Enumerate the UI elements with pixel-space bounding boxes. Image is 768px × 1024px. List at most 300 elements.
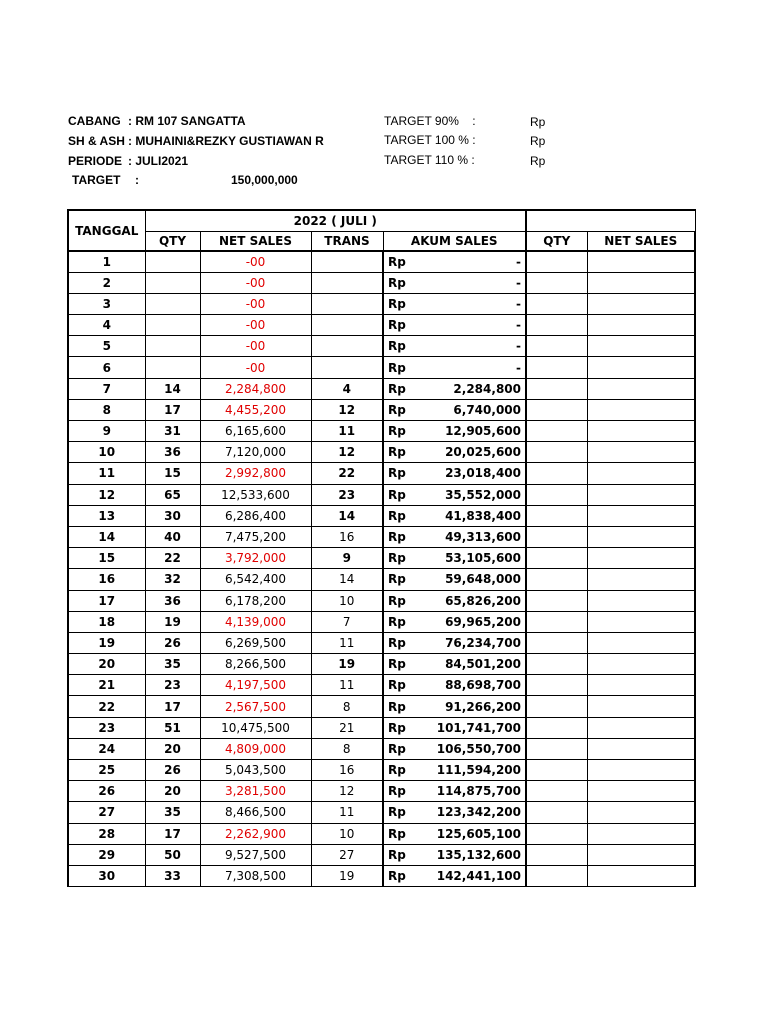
cell-trans: 22 xyxy=(311,463,383,484)
table-row xyxy=(68,315,695,336)
cell-net-sales-2 xyxy=(587,865,695,886)
cell-qty-2 xyxy=(526,484,587,505)
cell-qty: 35 xyxy=(145,802,200,823)
akum-value: 23,018,400 xyxy=(445,466,521,481)
cell-tanggal: 25 xyxy=(68,760,145,781)
cell-net-sales: 7,120,000 xyxy=(200,442,311,463)
target-label: TARGET xyxy=(72,173,121,187)
akum-value: 84,501,200 xyxy=(445,657,521,672)
cell-qty xyxy=(145,357,200,378)
cell-qty: 51 xyxy=(145,717,200,738)
cell-qty: 32 xyxy=(145,569,200,590)
cell-tanggal: 24 xyxy=(68,738,145,759)
currency-label: Rp xyxy=(388,381,406,396)
table-row xyxy=(68,357,695,378)
cell-trans xyxy=(311,272,383,293)
cell-tanggal: 13 xyxy=(68,505,145,526)
cell-net-sales: 2,284,800 xyxy=(200,378,311,399)
currency-label: Rp xyxy=(388,445,406,460)
table-row xyxy=(68,442,695,463)
cell-trans: 8 xyxy=(311,696,383,717)
cell-net-sales: 10,475,500 xyxy=(200,717,311,738)
currency-label: Rp xyxy=(388,699,406,714)
cell-net-sales-2 xyxy=(587,802,695,823)
cell-tanggal: 29 xyxy=(68,844,145,865)
currency-label: Rp xyxy=(388,275,406,290)
cell-tanggal: 8 xyxy=(68,399,145,420)
target-110-label: TARGET 110 % : xyxy=(384,153,475,167)
cell-qty-2 xyxy=(526,357,587,378)
cell-net-sales: -00 xyxy=(200,293,311,314)
cell-trans: 9 xyxy=(311,548,383,569)
periode-label: PERIODE xyxy=(68,154,123,168)
currency-label: Rp xyxy=(388,635,406,650)
cell-qty: 17 xyxy=(145,823,200,844)
cell-qty-2 xyxy=(526,823,587,844)
target-colon: : xyxy=(135,173,139,187)
cell-qty-2 xyxy=(526,315,587,336)
col-header-net-sales-2: NET SALES xyxy=(587,231,695,251)
cell-net-sales: -00 xyxy=(200,357,311,378)
currency-label: Rp xyxy=(388,847,406,862)
akum-value: - xyxy=(516,339,521,354)
cell-tanggal: 20 xyxy=(68,654,145,675)
cell-qty-2 xyxy=(526,378,587,399)
currency-label: Rp xyxy=(388,826,406,841)
currency-label: Rp xyxy=(388,784,406,799)
cell-trans: 23 xyxy=(311,484,383,505)
table-row xyxy=(68,293,695,314)
cell-trans: 7 xyxy=(311,611,383,632)
cell-net-sales: 2,567,500 xyxy=(200,696,311,717)
cell-qty: 36 xyxy=(145,590,200,611)
cell-trans xyxy=(311,293,383,314)
cell-trans: 14 xyxy=(311,505,383,526)
cell-akum-sales xyxy=(383,590,526,611)
cell-qty-2 xyxy=(526,421,587,442)
target-90-value: Rp xyxy=(530,115,546,129)
cell-net-sales-2 xyxy=(587,611,695,632)
cell-net-sales: -00 xyxy=(200,272,311,293)
cell-qty xyxy=(145,272,200,293)
target-100-value: Rp xyxy=(530,134,546,148)
cell-akum-sales xyxy=(383,442,526,463)
table-row xyxy=(68,696,695,717)
cell-trans: 19 xyxy=(311,654,383,675)
cell-net-sales: 4,139,000 xyxy=(200,611,311,632)
col-header-qty-2: QTY xyxy=(526,231,587,251)
cell-net-sales-2 xyxy=(587,823,695,844)
cell-akum-sales xyxy=(383,569,526,590)
akum-value: 2,284,800 xyxy=(453,381,521,396)
cell-tanggal: 16 xyxy=(68,569,145,590)
cell-trans xyxy=(311,336,383,357)
table-row xyxy=(68,399,695,420)
currency-label: Rp xyxy=(388,720,406,735)
cell-qty-2 xyxy=(526,760,587,781)
cell-tanggal: 27 xyxy=(68,802,145,823)
target-value: 150,000,000 xyxy=(231,173,298,187)
table-row xyxy=(68,654,695,675)
cell-trans xyxy=(311,357,383,378)
cell-net-sales: 6,178,200 xyxy=(200,590,311,611)
table-row xyxy=(68,484,695,505)
cell-net-sales-2 xyxy=(587,632,695,653)
cell-tanggal: 4 xyxy=(68,315,145,336)
cell-trans: 10 xyxy=(311,590,383,611)
cell-qty-2 xyxy=(526,675,587,696)
cell-trans: 21 xyxy=(311,717,383,738)
cell-qty-2 xyxy=(526,738,587,759)
target-90-label: TARGET 90% : xyxy=(384,114,476,128)
table-row xyxy=(68,738,695,759)
cell-net-sales-2 xyxy=(587,399,695,420)
cell-akum-sales xyxy=(383,293,526,314)
akum-value: 142,441,100 xyxy=(436,869,521,884)
cell-tanggal: 15 xyxy=(68,548,145,569)
cell-trans: 12 xyxy=(311,399,383,420)
cell-tanggal: 26 xyxy=(68,781,145,802)
cell-tanggal: 14 xyxy=(68,526,145,547)
cell-net-sales-2 xyxy=(587,717,695,738)
cell-akum-sales xyxy=(383,717,526,738)
currency-label: Rp xyxy=(388,741,406,756)
cell-net-sales-2 xyxy=(587,272,695,293)
cell-akum-sales xyxy=(383,251,526,272)
cell-tanggal: 28 xyxy=(68,823,145,844)
cell-net-sales: 2,992,800 xyxy=(200,463,311,484)
cell-qty-2 xyxy=(526,696,587,717)
table-row xyxy=(68,823,695,844)
cell-qty: 26 xyxy=(145,760,200,781)
cell-net-sales-2 xyxy=(587,548,695,569)
col-header-akum-sales: AKUM SALES xyxy=(383,231,526,251)
cell-tanggal: 9 xyxy=(68,421,145,442)
cell-net-sales-2 xyxy=(587,442,695,463)
table-row xyxy=(68,760,695,781)
table-row xyxy=(68,251,695,272)
cell-trans: 12 xyxy=(311,781,383,802)
cell-net-sales-2 xyxy=(587,526,695,547)
cell-akum-sales xyxy=(383,378,526,399)
cell-qty: 30 xyxy=(145,505,200,526)
cell-qty: 20 xyxy=(145,738,200,759)
cell-net-sales: 6,165,600 xyxy=(200,421,311,442)
cell-net-sales-2 xyxy=(587,738,695,759)
currency-label: Rp xyxy=(388,360,406,375)
currency-label: Rp xyxy=(388,551,406,566)
table-row xyxy=(68,548,695,569)
cell-trans: 8 xyxy=(311,738,383,759)
table-row xyxy=(68,802,695,823)
cell-trans: 12 xyxy=(311,442,383,463)
akum-value: - xyxy=(516,275,521,290)
cell-qty: 31 xyxy=(145,421,200,442)
col-header-trans: TRANS xyxy=(311,231,383,251)
cell-trans: 11 xyxy=(311,675,383,696)
currency-label: Rp xyxy=(388,805,406,820)
cell-qty xyxy=(145,315,200,336)
cell-tanggal: 11 xyxy=(68,463,145,484)
table-row xyxy=(68,717,695,738)
table-row xyxy=(68,611,695,632)
cell-qty: 50 xyxy=(145,844,200,865)
target-110-value: Rp xyxy=(530,154,546,168)
cell-trans: 27 xyxy=(311,844,383,865)
cell-qty-2 xyxy=(526,590,587,611)
cell-net-sales: 8,466,500 xyxy=(200,802,311,823)
cell-net-sales-2 xyxy=(587,484,695,505)
cell-akum-sales xyxy=(383,357,526,378)
sales-table xyxy=(67,209,696,887)
cell-net-sales-2 xyxy=(587,675,695,696)
akum-value: 49,313,600 xyxy=(445,530,521,545)
currency-label: Rp xyxy=(388,657,406,672)
currency-label: Rp xyxy=(388,593,406,608)
akum-value: 106,550,700 xyxy=(436,741,521,756)
cell-net-sales: 2,262,900 xyxy=(200,823,311,844)
cell-akum-sales xyxy=(383,505,526,526)
cell-tanggal: 10 xyxy=(68,442,145,463)
cell-qty: 22 xyxy=(145,548,200,569)
cell-qty: 26 xyxy=(145,632,200,653)
cell-tanggal: 18 xyxy=(68,611,145,632)
cell-tanggal: 2 xyxy=(68,272,145,293)
cell-net-sales-2 xyxy=(587,336,695,357)
cell-tanggal: 21 xyxy=(68,675,145,696)
cell-net-sales: 8,266,500 xyxy=(200,654,311,675)
akum-value: 59,648,000 xyxy=(445,572,521,587)
akum-value: 91,266,200 xyxy=(445,699,521,714)
cell-qty-2 xyxy=(526,632,587,653)
cell-trans: 16 xyxy=(311,526,383,547)
cell-tanggal: 30 xyxy=(68,865,145,886)
akum-value: 135,132,600 xyxy=(436,847,521,862)
cell-trans xyxy=(311,315,383,336)
currency-label: Rp xyxy=(388,466,406,481)
currency-label: Rp xyxy=(388,614,406,629)
cell-net-sales-2 xyxy=(587,357,695,378)
cell-trans: 11 xyxy=(311,632,383,653)
cell-net-sales-2 xyxy=(587,378,695,399)
cell-trans: 11 xyxy=(311,802,383,823)
cell-qty: 35 xyxy=(145,654,200,675)
cabang-value: : RM 107 SANGATTA xyxy=(128,114,246,128)
col-header-net-sales: NET SALES xyxy=(200,231,311,251)
cell-net-sales: 4,455,200 xyxy=(200,399,311,420)
cell-akum-sales xyxy=(383,421,526,442)
cell-qty-2 xyxy=(526,781,587,802)
cell-tanggal: 23 xyxy=(68,717,145,738)
cell-tanggal: 17 xyxy=(68,590,145,611)
cell-net-sales: -00 xyxy=(200,251,311,272)
cell-qty-2 xyxy=(526,505,587,526)
cell-akum-sales xyxy=(383,823,526,844)
table-row xyxy=(68,590,695,611)
table-row xyxy=(68,463,695,484)
currency-label: Rp xyxy=(388,763,406,778)
cell-akum-sales xyxy=(383,654,526,675)
currency-label: Rp xyxy=(388,254,406,269)
currency-label: Rp xyxy=(388,487,406,502)
cell-akum-sales xyxy=(383,781,526,802)
cell-net-sales: -00 xyxy=(200,336,311,357)
currency-label: Rp xyxy=(388,424,406,439)
cell-trans: 14 xyxy=(311,569,383,590)
cell-qty-2 xyxy=(526,654,587,675)
cell-trans: 19 xyxy=(311,865,383,886)
table-row xyxy=(68,526,695,547)
cell-net-sales-2 xyxy=(587,251,695,272)
cabang-label: CABANG xyxy=(68,114,121,128)
currency-label: Rp xyxy=(388,530,406,545)
cell-akum-sales xyxy=(383,632,526,653)
cell-trans: 10 xyxy=(311,823,383,844)
cell-qty-2 xyxy=(526,717,587,738)
cell-net-sales: 3,792,000 xyxy=(200,548,311,569)
table-row xyxy=(68,569,695,590)
cell-qty: 20 xyxy=(145,781,200,802)
cell-qty-2 xyxy=(526,611,587,632)
cell-tanggal: 5 xyxy=(68,336,145,357)
akum-value: - xyxy=(516,318,521,333)
cell-akum-sales xyxy=(383,760,526,781)
cell-net-sales: 7,475,200 xyxy=(200,526,311,547)
cell-qty-2 xyxy=(526,844,587,865)
cell-qty xyxy=(145,336,200,357)
col-header-group-blank xyxy=(526,210,695,231)
cell-tanggal: 22 xyxy=(68,696,145,717)
cell-net-sales: 9,527,500 xyxy=(200,844,311,865)
cell-akum-sales xyxy=(383,865,526,886)
cell-akum-sales xyxy=(383,844,526,865)
cell-qty-2 xyxy=(526,802,587,823)
akum-value: 76,234,700 xyxy=(445,635,521,650)
cell-akum-sales xyxy=(383,399,526,420)
cell-qty: 36 xyxy=(145,442,200,463)
table-row xyxy=(68,378,695,399)
table-row xyxy=(68,272,695,293)
akum-value: 69,965,200 xyxy=(445,614,521,629)
cell-qty-2 xyxy=(526,272,587,293)
currency-label: Rp xyxy=(388,869,406,884)
akum-value: 111,594,200 xyxy=(436,763,521,778)
cell-trans: 11 xyxy=(311,421,383,442)
cell-trans xyxy=(311,251,383,272)
table-row xyxy=(68,421,695,442)
cell-net-sales-2 xyxy=(587,781,695,802)
cell-net-sales-2 xyxy=(587,569,695,590)
table-row xyxy=(68,505,695,526)
cell-tanggal: 3 xyxy=(68,293,145,314)
cell-net-sales: 12,533,600 xyxy=(200,484,311,505)
cell-qty: 17 xyxy=(145,399,200,420)
cell-net-sales-2 xyxy=(587,760,695,781)
cell-qty-2 xyxy=(526,442,587,463)
cell-net-sales: 7,308,500 xyxy=(200,865,311,886)
cell-qty xyxy=(145,293,200,314)
currency-label: Rp xyxy=(388,508,406,523)
akum-value: 35,552,000 xyxy=(445,487,521,502)
cell-qty-2 xyxy=(526,865,587,886)
cell-qty-2 xyxy=(526,463,587,484)
target-100-label: TARGET 100 % : xyxy=(384,133,476,147)
cell-trans: 4 xyxy=(311,378,383,399)
cell-net-sales: 3,281,500 xyxy=(200,781,311,802)
currency-label: Rp xyxy=(388,402,406,417)
akum-value: 41,838,400 xyxy=(445,508,521,523)
table-row xyxy=(68,632,695,653)
cell-net-sales: 4,197,500 xyxy=(200,675,311,696)
cell-net-sales-2 xyxy=(587,696,695,717)
cell-tanggal: 19 xyxy=(68,632,145,653)
cell-qty: 17 xyxy=(145,696,200,717)
cell-akum-sales xyxy=(383,611,526,632)
periode-value: : JULI2021 xyxy=(128,154,189,168)
cell-qty-2 xyxy=(526,251,587,272)
cell-akum-sales xyxy=(383,696,526,717)
cell-qty-2 xyxy=(526,526,587,547)
cell-tanggal: 7 xyxy=(68,378,145,399)
table-row xyxy=(68,844,695,865)
akum-value: - xyxy=(516,360,521,375)
sh-value: : MUHAINI&REZKY GUSTIAWAN R xyxy=(128,134,324,148)
cell-net-sales-2 xyxy=(587,844,695,865)
akum-value: - xyxy=(516,254,521,269)
akum-value: 53,105,600 xyxy=(445,551,521,566)
col-header-qty: QTY xyxy=(145,231,200,251)
cell-tanggal: 12 xyxy=(68,484,145,505)
currency-label: Rp xyxy=(388,678,406,693)
akum-value: 65,826,200 xyxy=(445,593,521,608)
cell-tanggal: 1 xyxy=(68,251,145,272)
cell-net-sales: 5,043,500 xyxy=(200,760,311,781)
cell-akum-sales xyxy=(383,548,526,569)
cell-net-sales: 6,286,400 xyxy=(200,505,311,526)
cell-qty-2 xyxy=(526,399,587,420)
cell-akum-sales xyxy=(383,463,526,484)
cell-net-sales: -00 xyxy=(200,315,311,336)
cell-akum-sales xyxy=(383,336,526,357)
cell-akum-sales xyxy=(383,526,526,547)
cell-trans: 16 xyxy=(311,760,383,781)
akum-value: - xyxy=(516,296,521,311)
cell-tanggal: 6 xyxy=(68,357,145,378)
cell-net-sales-2 xyxy=(587,590,695,611)
cell-qty: 14 xyxy=(145,378,200,399)
cell-qty-2 xyxy=(526,548,587,569)
currency-label: Rp xyxy=(388,339,406,354)
akum-value: 12,905,600 xyxy=(445,424,521,439)
table-row xyxy=(68,675,695,696)
akum-value: 6,740,000 xyxy=(453,402,521,417)
cell-akum-sales xyxy=(383,738,526,759)
currency-label: Rp xyxy=(388,572,406,587)
currency-label: Rp xyxy=(388,318,406,333)
cell-net-sales: 4,809,000 xyxy=(200,738,311,759)
cell-net-sales-2 xyxy=(587,654,695,675)
table-row xyxy=(68,865,695,886)
sh-label: SH & ASH xyxy=(68,134,125,148)
cell-akum-sales xyxy=(383,272,526,293)
cell-net-sales-2 xyxy=(587,293,695,314)
cell-qty: 40 xyxy=(145,526,200,547)
akum-value: 88,698,700 xyxy=(445,678,521,693)
currency-label: Rp xyxy=(388,296,406,311)
cell-net-sales: 6,542,400 xyxy=(200,569,311,590)
cell-akum-sales xyxy=(383,484,526,505)
cell-akum-sales xyxy=(383,802,526,823)
